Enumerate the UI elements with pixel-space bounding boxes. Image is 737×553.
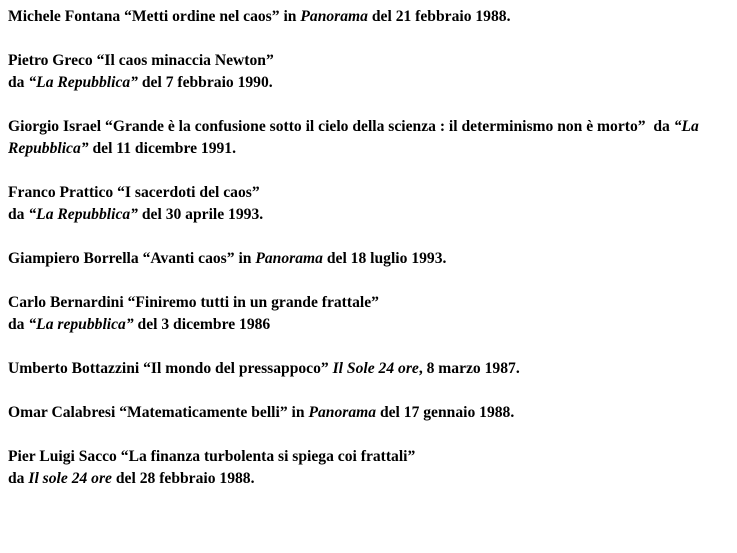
- entry-title: “Finiremo tutti in un grande frattale”: [127, 294, 379, 311]
- entry-title: “Il mondo del pressappoco”: [143, 360, 329, 377]
- entry-author: Pier Luigi Sacco: [8, 448, 117, 465]
- entry-source: Panorama: [255, 250, 323, 267]
- entry-author: Giampiero Borrella: [8, 250, 139, 267]
- bibliography-entry: [8, 50, 730, 94]
- entry-date: , 8 marzo 1987.: [418, 360, 520, 377]
- entry-date: del 11 dicembre 1991.: [88, 140, 236, 157]
- entry-title: “Metti ordine nel caos”: [124, 8, 280, 25]
- entry-date: del 3 dicembre 1986: [133, 316, 271, 333]
- entry-line: [8, 314, 730, 336]
- entry-line: [8, 50, 730, 72]
- entry-source: Il Sole 24 ore: [332, 360, 419, 377]
- entry-source: Panorama: [308, 404, 377, 421]
- entry-line: [8, 402, 730, 424]
- entry-connector: da: [8, 316, 29, 333]
- entry-line: [8, 292, 730, 314]
- entry-line: [8, 182, 730, 204]
- entry-author: Omar Calabresi: [8, 404, 116, 421]
- entry-connector: in: [234, 250, 256, 267]
- entry-connector: da: [8, 206, 29, 223]
- entry-line: [8, 116, 730, 160]
- entry-line: [8, 358, 730, 380]
- entry-date: del 28 febbraio 1988.: [111, 470, 255, 487]
- entry-connector: da: [8, 470, 29, 487]
- entry-title: “Grande è la confusione sotto il cielo della scienza : il determinismo non è morto”: [105, 118, 646, 135]
- bibliography-entry: [8, 446, 730, 490]
- bibliography-entry: [8, 182, 730, 226]
- entry-date: del 21 febbraio 1988.: [367, 8, 511, 25]
- entry-connector: in: [287, 404, 309, 421]
- bibliography-entry: [8, 402, 730, 424]
- entry-date: del 18 luglio 1993.: [322, 250, 447, 267]
- entry-line: [8, 248, 730, 270]
- entry-source: “La Repubblica”: [28, 206, 138, 223]
- entry-source: “La Repubblica”: [28, 74, 138, 91]
- bibliography-entry: [8, 358, 730, 380]
- bibliography-entry: [8, 292, 730, 336]
- entry-author: Pietro Greco: [8, 52, 93, 69]
- entry-line: [8, 468, 730, 490]
- entry-title: “La finanza turbolenta si spiega coi frattali”: [120, 448, 416, 465]
- entry-title: “I sacerdoti del caos”: [117, 184, 260, 201]
- entry-date: del 30 aprile 1993.: [137, 206, 264, 223]
- entry-author: Umberto Bottazzini: [8, 360, 140, 377]
- entry-connector: in: [279, 8, 301, 25]
- bibliography-document: [8, 6, 730, 512]
- entry-source: “La Repubblica”: [8, 118, 699, 157]
- entry-source: Il sole 24 ore: [28, 470, 112, 487]
- entry-line: [8, 204, 730, 226]
- entry-connector: da: [645, 118, 674, 135]
- entry-line: [8, 6, 730, 28]
- entry-date: del 7 febbraio 1990.: [137, 74, 273, 91]
- entry-author: Michele Fontana: [8, 8, 121, 25]
- entry-line: [8, 446, 730, 468]
- entry-title: “Matematicamente belli”: [119, 404, 288, 421]
- bibliography-entry: [8, 248, 730, 270]
- entry-connector: da: [8, 74, 29, 91]
- bibliography-entry: [8, 6, 730, 28]
- entry-date: del 17 gennaio 1988.: [376, 404, 515, 421]
- bibliography-entry: [8, 116, 730, 160]
- entry-line: [8, 72, 730, 94]
- entry-author: Franco Prattico: [8, 184, 114, 201]
- entry-source: “La repubblica”: [28, 316, 134, 333]
- entry-title: “Avanti caos”: [142, 250, 235, 267]
- entry-author: Giorgio Israel: [8, 118, 102, 135]
- entry-author: Carlo Bernardini: [8, 294, 124, 311]
- entry-title: “Il caos minaccia Newton”: [96, 52, 274, 69]
- entry-source: Panorama: [300, 8, 368, 25]
